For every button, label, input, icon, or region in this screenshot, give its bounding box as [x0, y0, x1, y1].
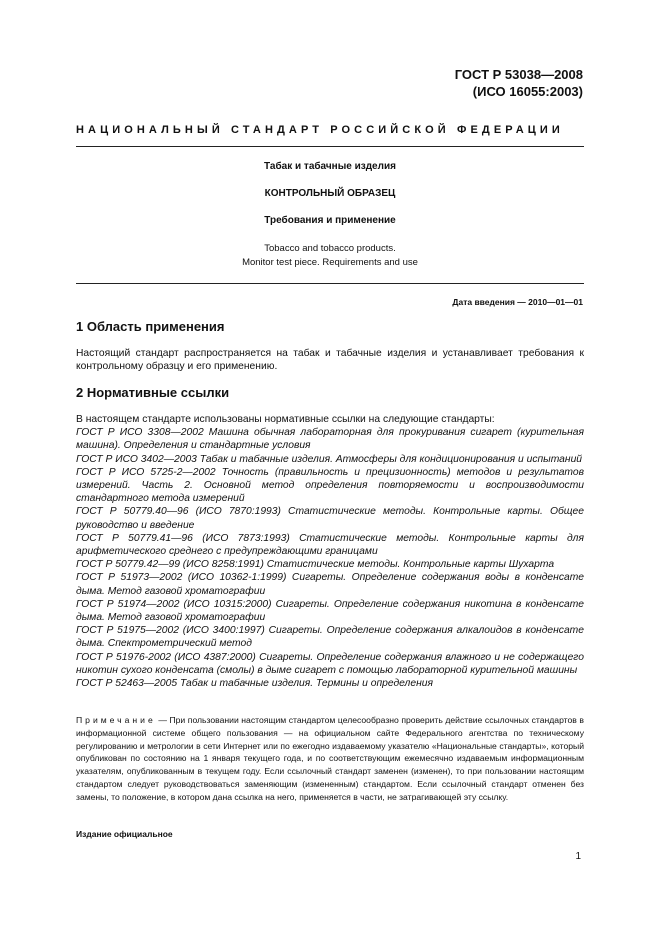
normative-ref-9: ГОСТ Р 51975—2002 (ИСО 3400:1997) Сигареты. Определение содержания алкалоидов в конденсате дыма. Спектрометрический метод [76, 625, 584, 650]
normative-ref-8: ГОСТ Р 51974—2002 (ИСО 10315:2000) Сигареты. Определение содержания никотина в конденсате дыма. Метод газовой хроматографии [76, 598, 584, 624]
title-english-line-1: Tobacco and tobacco products. [264, 243, 396, 254]
standard-designation [455, 66, 583, 100]
section-2-intro: В настоящем стандарте использованы нормативные ссылки на следующие стандарты: [76, 414, 495, 425]
title-line-2: КОНТРОЛЬНЫЙ ОБРАЗЕЦ [264, 188, 396, 199]
edition-label: Издание официальное [76, 829, 173, 839]
normative-ref-6: ГОСТ Р 50779.42—99 (ИСО 8258:1991) Статистические методы. Контрольные карты Шухарта [76, 559, 555, 571]
normative-ref-1: ГОСТ Р ИСО 3308—2002 Машина обычная лабораторная для прокуривания сигарет (курительная машина). Определения и стандартные условия [76, 427, 584, 452]
normative-ref-4: ГОСТ Р 50779.40—96 (ИСО 7870:1993) Статистические методы. Контрольные карты. Общее руководство и введение [76, 506, 584, 531]
section-1-text: Настоящий стандарт распространяется на табак и табачные изделия и устанавливает требования к контрольному образцу и его применению. [76, 348, 584, 373]
top-rule [76, 146, 584, 147]
section-2-heading: 2 Нормативные ссылки [76, 385, 230, 400]
normative-ref-7: ГОСТ Р 51973—2002 (ИСО 10362-1:1999) Сигареты. Определение содержания воды в конденсате дыма. Метод газовой хроматографии [76, 572, 584, 597]
national-standard-banner: НАЦИОНАЛЬНЫЙ СТАНДАРТ РОССИЙСКОЙ ФЕДЕРАЦИИ [76, 124, 564, 136]
normative-ref-11: ГОСТ Р 52463—2005 Табак и табачные изделия. Термины и определения [76, 678, 433, 690]
normative-ref-3: ГОСТ Р ИСО 5725-2—2002 Точность (правильность и прецизионность) методов и результатов измерений. Часть 2. Основной метод определения повторяемости и воспроизводимости стандартного метода измерений [76, 466, 584, 505]
section-1-heading: 1 Область применения [76, 319, 225, 334]
normative-ref-2: ГОСТ Р ИСО 3402—2003 Табак и табачные изделия. Атмосферы для кондиционирования и испытаний [76, 453, 583, 465]
normative-ref-5: ГОСТ Р 50779.41—96 (ИСО 7873:1993) Статистические методы. Контрольные карты для арифметического среднего с предупреждающими границами [76, 532, 584, 558]
page-number: 1 [575, 851, 581, 862]
note-block [76, 714, 584, 804]
title-line-3: Требования и применение [264, 215, 396, 226]
iso-number: (ИСО 16055:2003) [472, 84, 583, 99]
normative-ref-10: ГОСТ Р 51976-2002 (ИСО 4387:2000) Сигареты. Определение содержания влажного и не содержащего никотин сухого конденсата (смолы) в дыме сигарет с помощью лабораторной курительной машины [76, 651, 584, 676]
section-2-body [76, 413, 584, 690]
title-line-1: Табак и табачные изделия [264, 161, 396, 172]
title-bottom-rule [76, 283, 584, 284]
intro-date: Дата введения — 2010—01—01 [452, 297, 583, 307]
title-english [76, 242, 584, 270]
note-label: Примечание [76, 715, 156, 725]
title-english-line-2: Monitor test piece. Requirements and use [242, 257, 418, 268]
section-1-body [76, 347, 584, 373]
note-text: — При пользовании настоящим стандартом целесообразно проверить действие ссылочных стандартов в информационной системе общего пользования — на официальном сайте Федерального агентства по техническому регулированию и метрологии в сети Интернет или по ежегодно издаваемому указателю «Национальные стандарты», который опубликован по состоянию на 1 января текущего года, и по соответствующим ежемесячно издаваемым информационным указателям, опубликованным в текущем году. Если ссылочный стандарт заменен (изменен), то при пользовании настоящим стандартом следует руководствоваться заменяющим (измененным) стандартом. Если ссылочный стандарт отменен без замены, то положение, в котором дана ссылка на него, применяется в части, не затрагивающей эту ссылку. [76, 715, 584, 802]
standard-number: ГОСТ Р 53038—2008 [454, 67, 583, 82]
